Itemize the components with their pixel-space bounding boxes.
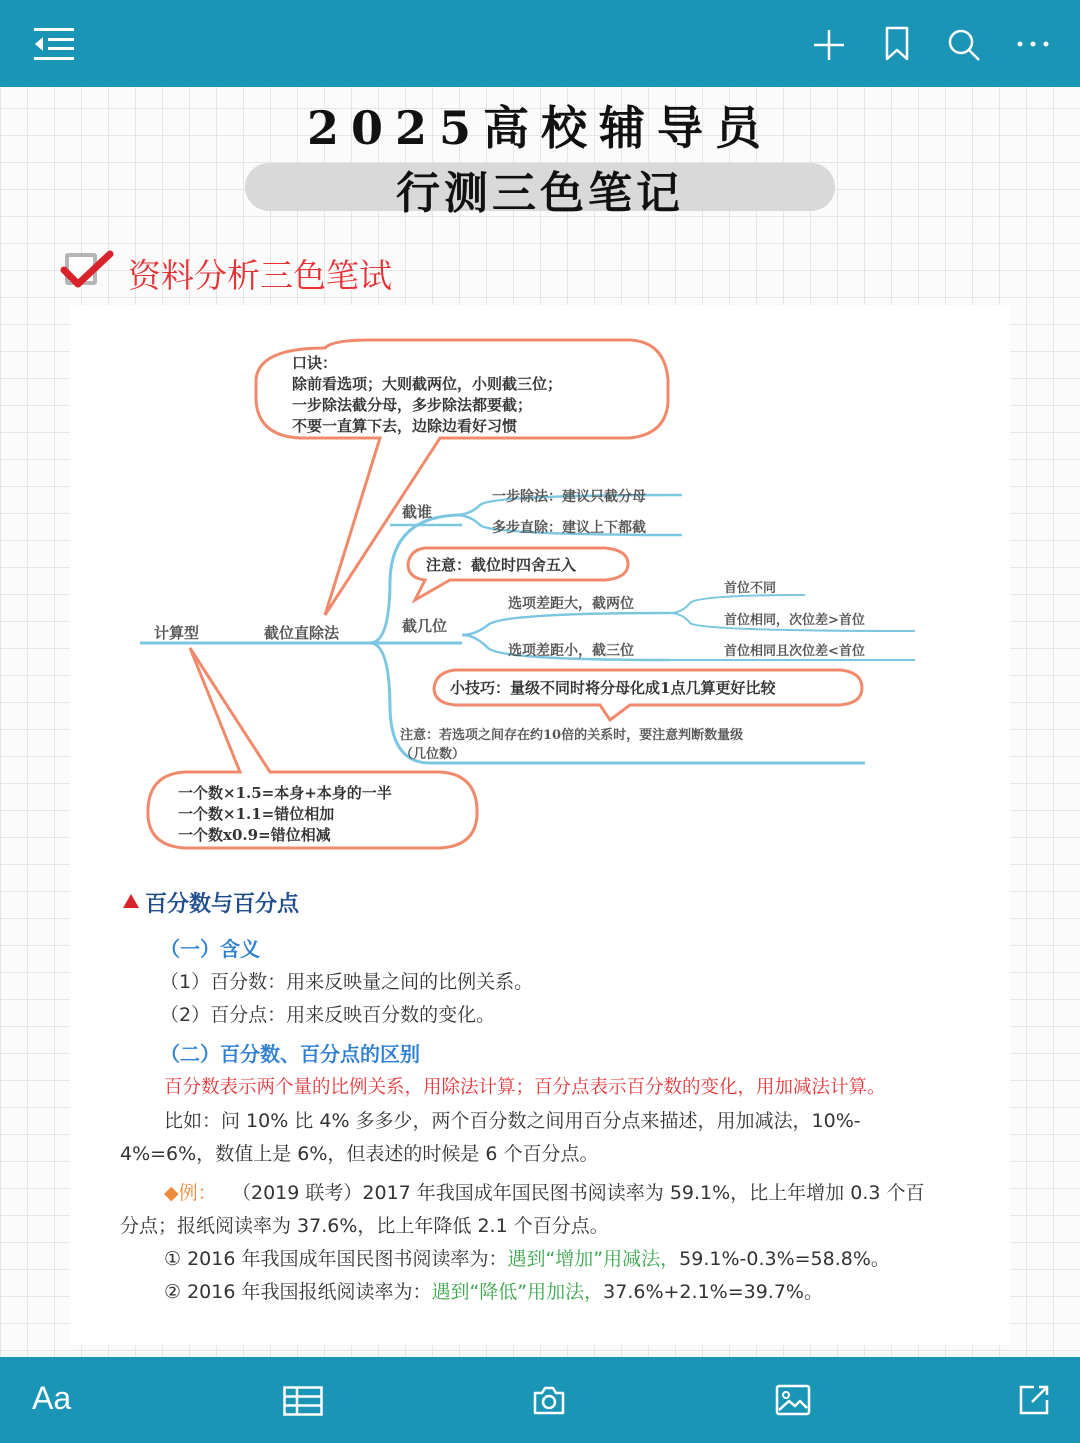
- root-label: 计算型: [154, 624, 200, 642]
- answer-1: [164, 1244, 890, 1271]
- bookmark-icon[interactable]: [884, 26, 910, 62]
- top-toolbar: [0, 0, 1080, 87]
- case-label: ◆例：: [164, 1182, 217, 1204]
- camera-icon[interactable]: [532, 1384, 566, 1416]
- table-icon[interactable]: [283, 1386, 323, 1416]
- multiply-rule-3: 一个数x0.9=错位相减: [178, 826, 331, 844]
- key-rule: 百分数表示两个量的比例关系，用除法计算；百分点表示百分数的变化，用加减法计算。: [164, 1077, 886, 1098]
- mnemonic-line-4: 不要一直算下去，边除边看好习惯: [292, 417, 518, 435]
- example-line-2: 4%=6%，数值上是 6%，但表述的时候是 6 个百分点。: [120, 1143, 599, 1165]
- triangle-bullet-icon: [122, 893, 140, 909]
- section-title: 资料分析三色笔试: [128, 256, 392, 295]
- checkmark-icon: [60, 250, 114, 290]
- notes-heading: 百分数与百分点: [145, 892, 300, 917]
- plus-icon[interactable]: [812, 28, 846, 62]
- note-subtitle: 行测三色笔记: [396, 168, 684, 219]
- mindmap-diagram: [70, 330, 950, 870]
- case-line-2: 分点；报纸阅读率为 37.6%，比上年降低 2.1 个百分点。: [120, 1215, 609, 1237]
- font-format-button[interactable]: Aa: [32, 1380, 72, 1416]
- cut-who-item-2: 多步直除：建议上下都截: [492, 520, 646, 536]
- magnitude-note-2: （几位数）: [400, 747, 466, 762]
- definition-point: （2）百分点：用来反映百分数的变化。: [160, 1004, 496, 1026]
- cut-two-digits: 选项差距大，截两位: [508, 596, 634, 612]
- multiply-rule-2: 一个数×1.1=错位相加: [178, 805, 335, 823]
- rounding-note: 注意：截位时四舍五入: [426, 556, 577, 574]
- subheading-meaning: （一）含义: [160, 937, 260, 961]
- answer-2-hint: 遇到“降低”用加法，: [431, 1281, 604, 1303]
- rule-second-greater: 首位相同，次位差>首位: [724, 613, 865, 628]
- subheading-difference: （二）百分数、百分点的区别: [160, 1042, 420, 1066]
- menu-indent-icon[interactable]: [32, 26, 76, 62]
- answer-2-prefix: ② 2016 年我国报纸阅读率为：: [164, 1281, 432, 1303]
- cut-three-digits: 选项差距小，截三位: [508, 643, 634, 659]
- mnemonic-line-2: 除前看选项；大则截两位，小则截三位；: [292, 375, 563, 393]
- more-icon[interactable]: [1016, 38, 1050, 50]
- answer-2-value: 37.6%+2.1%=39.7%。: [603, 1281, 823, 1303]
- answer-2: [164, 1277, 823, 1304]
- image-icon[interactable]: [775, 1384, 811, 1416]
- tip-text: 小技巧：量级不同时将分母化成1点几算更好比较: [450, 679, 776, 697]
- cut-who-item-1: 一步除法：建议只截分母: [492, 489, 646, 505]
- multiply-rule-1: 一个数×1.5=本身+本身的一半: [178, 784, 392, 802]
- case-line-1: （2019 联考）2017 年我国成年国民图书阅读率为 59.1%，比上年增加 0.3 个百: [232, 1182, 925, 1204]
- rule-first-diff: 首位不同: [724, 581, 777, 596]
- answer-1-prefix: ① 2016 年我国成年国民图书阅读率为：: [164, 1248, 508, 1270]
- cut-who-label: 截谁: [402, 503, 433, 521]
- magnitude-note-1: 注意：若选项之间存在约10倍的关系时，要注意判断数量级: [400, 728, 744, 743]
- note-title: 2025高校辅导员: [306, 101, 774, 155]
- branch-label: 截位直除法: [264, 624, 340, 642]
- search-icon[interactable]: [946, 27, 982, 63]
- example-line-1: 比如：问 10% 比 4% 多多少，两个百分数之间用百分点来描述，用加减法，10%-: [164, 1110, 861, 1132]
- mnemonic-line-3: 一步除法截分母，多步除法都要截；: [292, 396, 533, 414]
- cut-digits-label: 截几位: [402, 617, 448, 635]
- edit-icon[interactable]: [1018, 1384, 1050, 1416]
- rule-second-less: 首位相同且次位差<首位: [724, 644, 865, 659]
- answer-1-value: 59.1%-0.3%=58.8%。: [679, 1248, 890, 1270]
- answer-1-hint: 遇到“增加”用减法，: [507, 1248, 680, 1270]
- definition-percent: （1）百分数：用来反映量之间的比例关系。: [160, 971, 534, 993]
- mnemonic-line-1: 口诀：: [292, 354, 338, 372]
